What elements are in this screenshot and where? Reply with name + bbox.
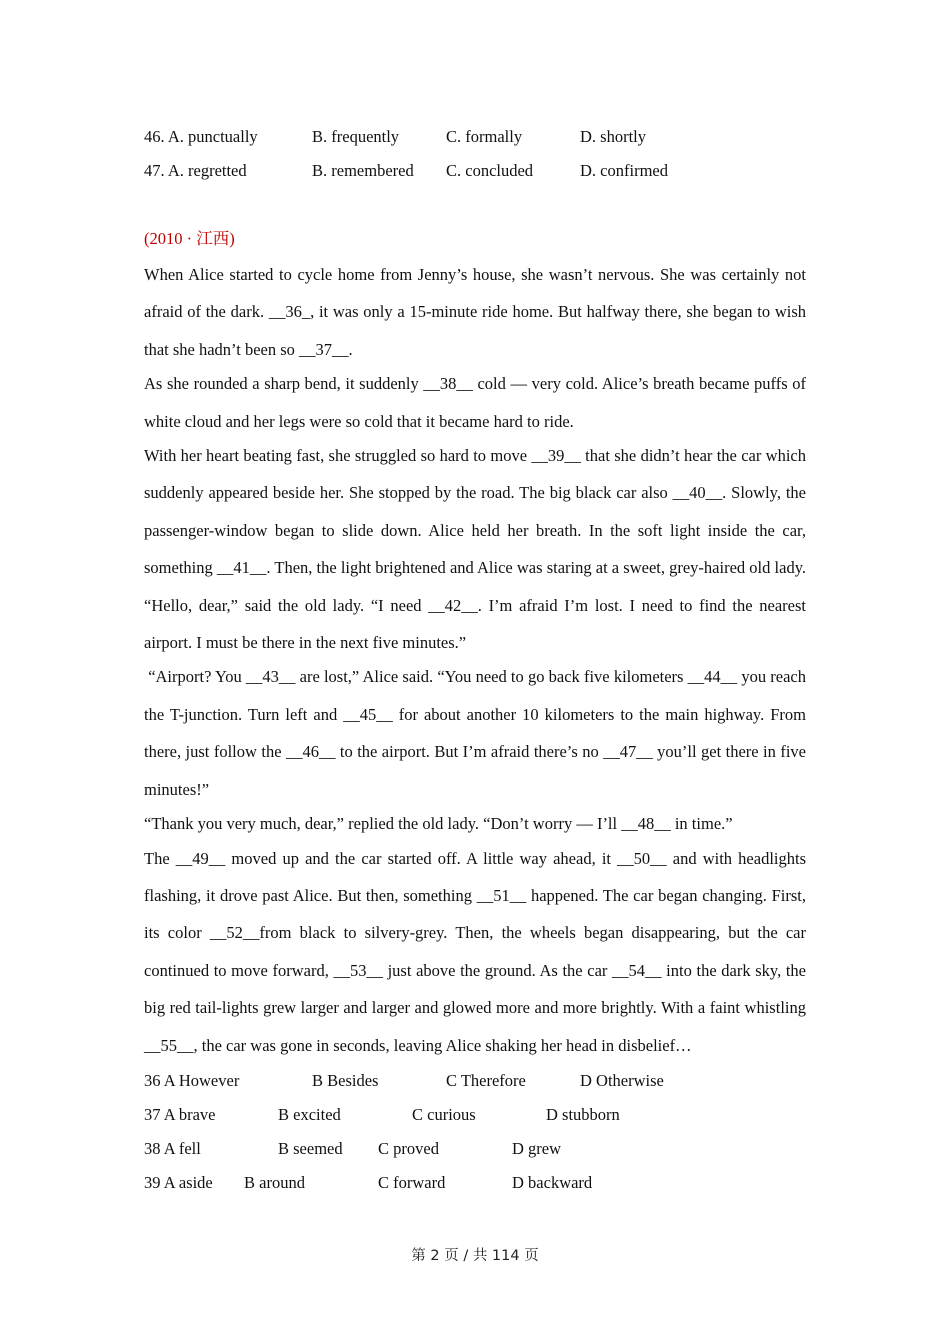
- option-47-c: C. concluded: [446, 161, 534, 180]
- choice-37-c: C curious: [412, 1104, 476, 1124]
- choice-36-a: 36 A However: [144, 1070, 240, 1090]
- passage-paragraph-4: “Airport? You __43__ are lost,” Alice said. “You need to go back five kilometers __44__ you reach the T-junction. Turn left and __45__ for about another 10 kilometers to the main highway. From there, just follow the __46__ to the airport. But I’m afraid there’s no __47__ you’ll get there in five minutes!”: [144, 667, 811, 799]
- choice-36-c: C Therefore: [446, 1070, 526, 1090]
- choice-38-d: D grew: [512, 1138, 562, 1158]
- choice-37-a: 37 A brave: [144, 1104, 216, 1124]
- choice-row-38: [144, 1132, 806, 1166]
- option-row-46: [144, 120, 806, 154]
- answer-choices: [144, 1064, 806, 1200]
- passage-paragraph-3: With her heart beating fast, she struggled so hard to move __39__ that she didn’t hear the car which suddenly appeared beside her. She stopped by the road. The big black car also __40__. Slowly, the passenger-window began to slide down. Alice held her breath. In the soft light inside the car, something __41__. Then, the light brightened and Alice was staring at a sweet, grey-haired old lady. “Hello, dear,” said the old lady. “I need __42__. I’m afraid I’m lost. I need to find the nearest airport. I must be there in the next five minutes.”: [144, 446, 806, 653]
- option-46-d: D. shortly: [580, 127, 646, 146]
- passage-paragraph-6: The __49__ moved up and the car started off. A little way ahead, it __50__ and with headlights flashing, it drove past Alice. But then, something __51__ happened. The car began changing. First, its color __52__from black to silvery-grey. Then, the wheels began disappearing, but the car continued to move forward, __53__ just above the ground. As the car __54__ into the dark sky, the big red tail-lights grew larger and larger and glowed more and more brightly. With a faint whistling __55__, the car was gone in seconds, leaving Alice shaking her head in disbelief…: [144, 848, 806, 1055]
- passage-paragraph-2: As she rounded a sharp bend, it suddenly __38__ cold — very cold. Alice’s breath became puffs of white cloud and her legs were so cold that it became hard to ride.: [144, 374, 806, 431]
- option-46-a: 46. A. punctually: [144, 127, 258, 146]
- choice-39-a: 39 A aside: [144, 1172, 213, 1192]
- option-47-d: D. confirmed: [580, 161, 668, 180]
- option-47-b: B. remembered: [312, 161, 414, 180]
- passage-paragraph-5: “Thank you very much, dear,” replied the old lady. “Don’t worry — I’ll __48__ in time.”: [144, 814, 733, 834]
- choice-38-b: B seemed: [278, 1138, 343, 1158]
- option-47-a: 47. A. regretted: [144, 161, 247, 180]
- option-46-c: C. formally: [446, 127, 523, 146]
- document-content: [144, 120, 811, 1200]
- source-label: (2010 · 江西): [144, 229, 235, 248]
- passage-paragraph-1: When Alice started to cycle home from Jenny’s house, she wasn’t nervous. She was certainly not afraid of the dark. __36_, it was only a 15-minute ride home. But halfway there, she began to wish that she hadn’t been so __37__.: [144, 265, 806, 359]
- option-row-47: [144, 154, 806, 188]
- choice-39-c: C forward: [378, 1172, 446, 1192]
- choice-39-b: B around: [244, 1172, 305, 1192]
- choice-36-d: D Otherwise: [580, 1070, 664, 1090]
- choice-row-39: [144, 1166, 806, 1200]
- choice-39-d: D backward: [512, 1172, 593, 1192]
- choice-row-36: [144, 1064, 806, 1098]
- choice-37-d: D stubborn: [546, 1104, 620, 1124]
- choice-row-37: [144, 1098, 806, 1132]
- page-footer: 第 2 页 / 共 114 页: [411, 1248, 539, 1264]
- choice-38-c: C proved: [378, 1138, 439, 1158]
- option-46-b: B. frequently: [312, 127, 400, 146]
- choice-36-b: B Besides: [312, 1070, 379, 1090]
- choice-37-b: B excited: [278, 1104, 341, 1124]
- choice-38-a: 38 A fell: [144, 1138, 201, 1158]
